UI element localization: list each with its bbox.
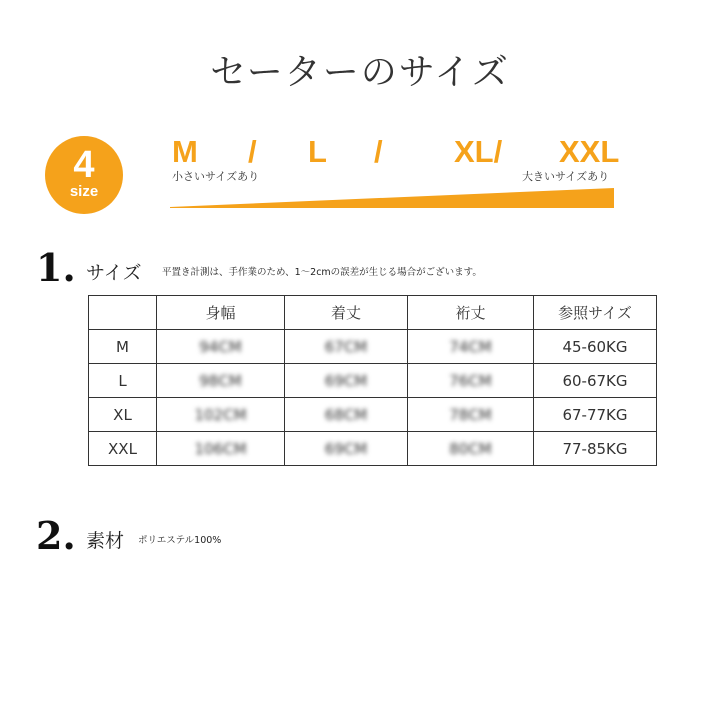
badge-number: 4: [73, 144, 95, 186]
table-header-cell: 身幅: [157, 296, 285, 330]
section-number: 2.: [36, 513, 76, 558]
size-separator: /: [248, 134, 257, 169]
size-label-xl: XL/: [454, 134, 503, 169]
size-cell: XXL: [89, 432, 157, 466]
material-note: ポリエステル100%: [138, 535, 222, 546]
size-table: [88, 295, 657, 466]
size-label-xxl: XXL: [559, 134, 620, 169]
sleeve-length-cell: 80CM: [408, 432, 534, 466]
table-header-cell: 裄丈: [408, 296, 534, 330]
size-label-m: M: [172, 134, 198, 169]
size-count-badge: [45, 136, 123, 214]
large-size-note: 大きいサイズあり: [522, 170, 610, 183]
chest-width-cell: 98CM: [157, 364, 285, 398]
section-title: 素材: [86, 530, 125, 552]
length-cell: 68CM: [285, 398, 408, 432]
size-scale-wedge: [170, 186, 616, 210]
table-header-cell: 着丈: [285, 296, 408, 330]
weight-range-cell: 77-85KG: [534, 432, 657, 466]
chest-width-cell: 106CM: [157, 432, 285, 466]
page-title: セーターのサイズ: [210, 52, 510, 93]
size-label-l: L: [308, 134, 327, 169]
size-separator: /: [374, 134, 383, 169]
weight-range-cell: 45-60KG: [534, 330, 657, 364]
table-header-cell: [89, 296, 157, 330]
size-cell: L: [89, 364, 157, 398]
table-row: [89, 330, 657, 364]
small-size-note: 小さいサイズあり: [172, 170, 260, 183]
sleeve-length-cell: 76CM: [408, 364, 534, 398]
size-cell: M: [89, 330, 157, 364]
section-material-heading: [36, 513, 356, 558]
section-number: 1.: [36, 245, 76, 290]
size-cell: XL: [89, 398, 157, 432]
badge-label: size: [69, 183, 99, 200]
length-cell: 69CM: [285, 432, 408, 466]
length-cell: 67CM: [285, 330, 408, 364]
section-size-heading: [36, 245, 676, 290]
chest-width-cell: 94CM: [157, 330, 285, 364]
table-row: [89, 398, 657, 432]
section-title: サイズ: [86, 262, 142, 284]
chest-width-cell: 102CM: [157, 398, 285, 432]
table-header-row: [89, 296, 657, 330]
weight-range-cell: 60-67KG: [534, 364, 657, 398]
table-row: [89, 364, 657, 398]
sleeve-length-cell: 78CM: [408, 398, 534, 432]
table-row: [89, 432, 657, 466]
sleeve-length-cell: 74CM: [408, 330, 534, 364]
length-cell: 69CM: [285, 364, 408, 398]
table-header-cell: 参照サイズ: [534, 296, 657, 330]
measurement-note: 平置き計測は、手作業のため、1～2cmの誤差が生じる場合がございます。: [162, 267, 482, 278]
weight-range-cell: 67-77KG: [534, 398, 657, 432]
